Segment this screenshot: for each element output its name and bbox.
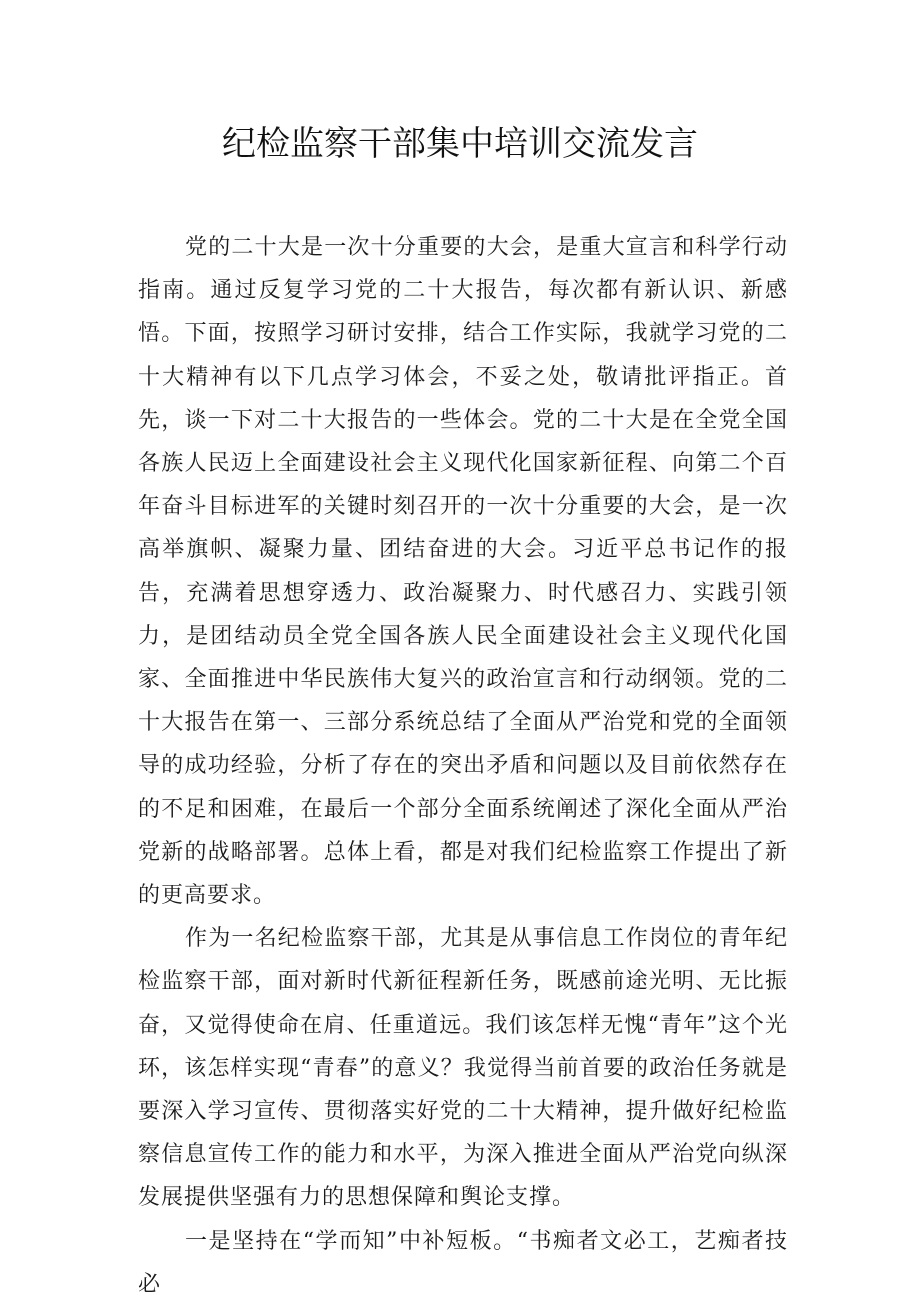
- document-title: 纪检监察干部集中培训交流发言: [222, 124, 698, 164]
- paragraph-2: 作为一名纪检监察干部，尤其是从事信息工作岗位的青年纪检监察干部，面对新时代新征程新任务，既感前途光明、无比振奋，又觉得使命在肩、任重道远。我们该怎样无愧“青年”这个光环，该怎样实现“青春”的意义？我觉得当前首要的政治任务就是要深入学习宣传、贯彻落实好党的二十大精神，提升做好纪检监察信息宣传工作的能力和水平，为深入推进全面从严治党向纵深发展提供坚强有力的思想保障和舆论支撑。: [138, 926, 788, 1211]
- paragraph-3: 一是坚持在“学而知”中补短板。“书痴者文必工，艺痴者技必: [138, 1228, 788, 1297]
- paragraph-1: 党的二十大是一次十分重要的大会，是重大宣言和科学行动指南。通过反复学习党的二十大报告，每次都有新认识、新感悟。下面，按照学习研讨安排，结合工作实际，我就学习党的二十大精神有以下几点学习体会，不妥之处，敬请批评指正。首先，谈一下对二十大报告的一些体会。党的二十大是在全党全国各族人民迈上全面建设社会主义现代化国家新征程、向第二个百年奋斗目标进军的关键时刻召开的一次十分重要的大会，是一次高举旗帜、凝聚力量、团结奋进的大会。习近平总书记作的报告，充满着思想穿透力、政治凝聚力、时代感召力、实践引领力，是团结动员全党全国各族人民全面建设社会主义现代化国家、全面推进中华民族伟大复兴的政治宣言和行动纲领。党的二十大报告在第一、三部分系统总结了全面从严治党和党的全面领导的成功经验，分析了存在的突出矛盾和问题以及目前依然存在的不足和困难，在最后一个部分全面系统阐述了深化全面从严治党新的战略部署。总体上看，都是对我们纪检监察工作提出了新的更高要求。: [138, 235, 788, 909]
- document-body: [138, 226, 788, 1306]
